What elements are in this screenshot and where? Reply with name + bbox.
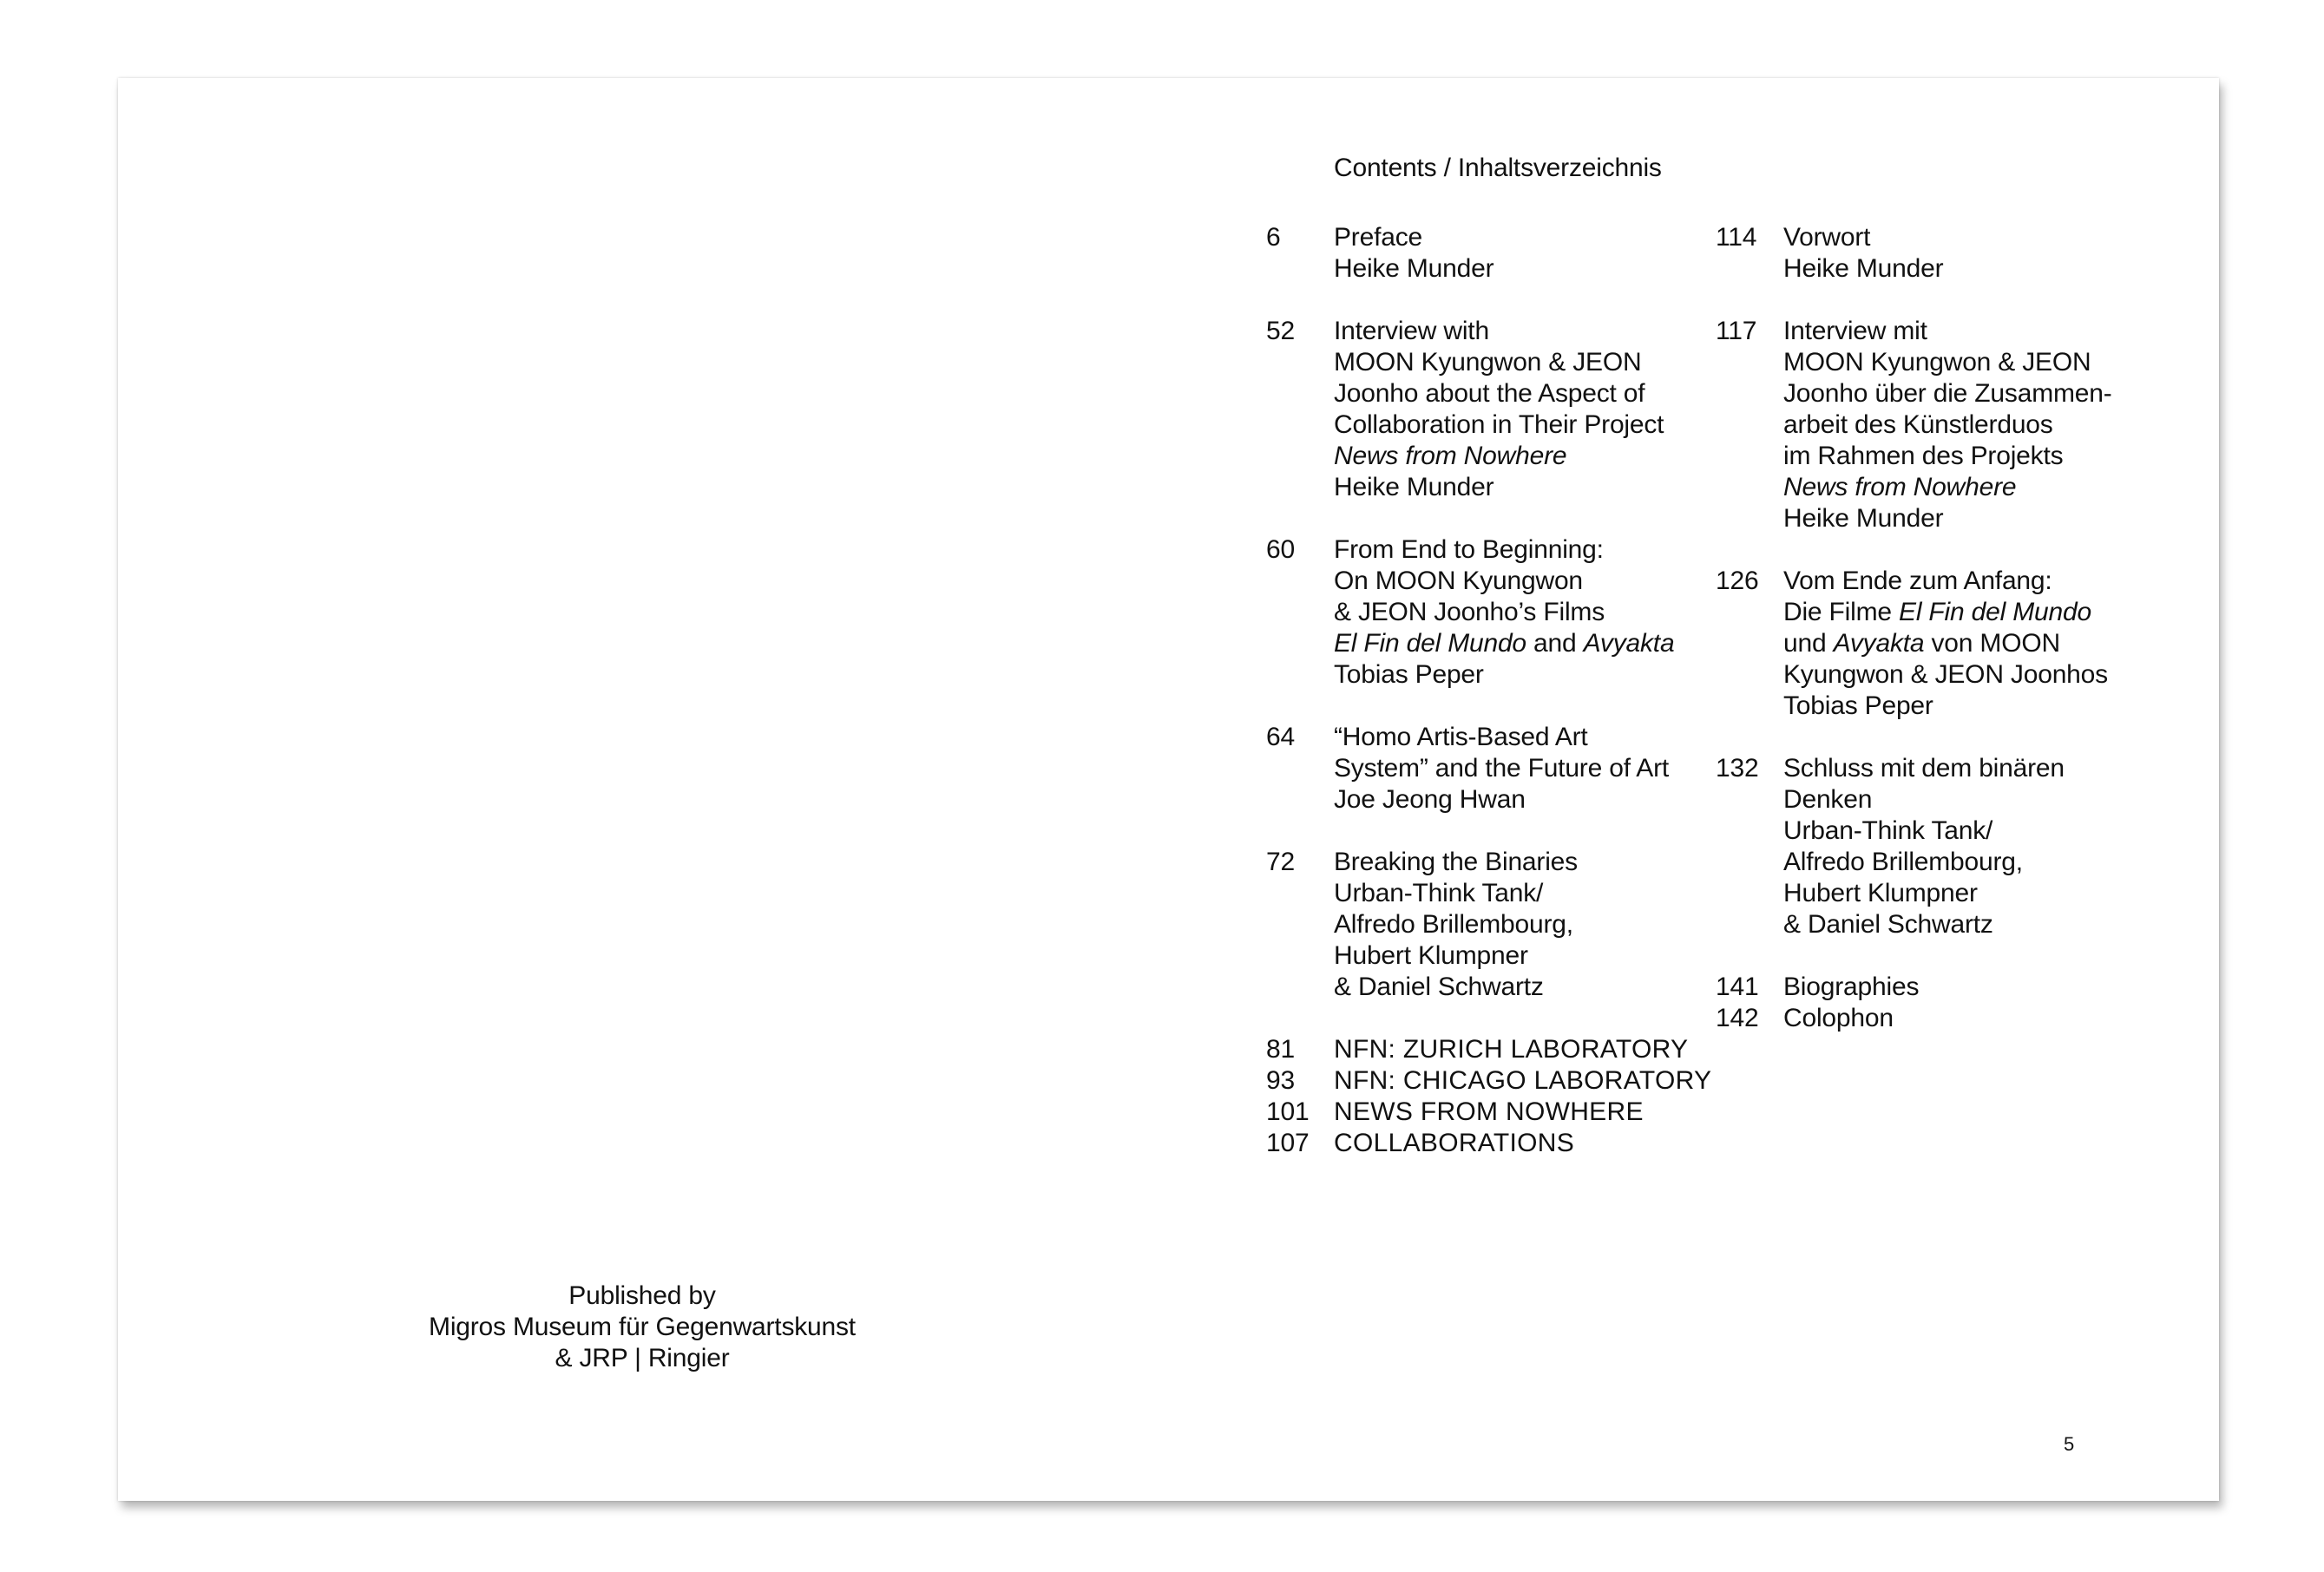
conjunction: and <box>1526 629 1584 658</box>
film-title: El Fin del Mundo <box>1899 598 2091 626</box>
entry-author: Hubert Klumpner <box>1334 941 1528 970</box>
entry-title: Breaking the Binaries <box>1334 848 1578 876</box>
contents-heading: Contents / Inhaltsverzeichnis <box>1334 154 1662 182</box>
entry-title: Joonho über die Zusammen- <box>1783 379 2112 408</box>
entry-title: From End to Beginning: <box>1334 535 1604 564</box>
contents-english-column <box>1266 222 1717 1159</box>
publisher-line: Migros Museum für Gegenwartskunst <box>429 1313 856 1341</box>
entry-title-italic: News from Nowhere <box>1783 473 2017 501</box>
page-number: 141 <box>1716 973 1759 1001</box>
entry-author: Urban-Think Tank/ <box>1334 879 1544 907</box>
page-folio: 5 <box>2064 1433 2075 1455</box>
entry-author: Heike Munder <box>1334 473 1494 501</box>
page-number: 101 <box>1266 1097 1310 1126</box>
entry-title: MOON Kyungwon & JEON <box>1783 348 2091 377</box>
toc-entry <box>1266 1128 1717 1159</box>
toc-entry <box>1716 566 2150 722</box>
entry-author: & Daniel Schwartz <box>1783 910 1993 939</box>
entry-author: Alfredo Brillembourg, <box>1334 910 1573 939</box>
toc-entry <box>1266 534 1717 691</box>
entry-author: Joe Jeong Hwan <box>1334 785 1526 814</box>
toc-entry <box>1266 1065 1717 1097</box>
entry-title-mixed <box>1334 628 1717 659</box>
contents-german-column <box>1716 222 2150 1034</box>
toc-entry <box>1266 1034 1717 1065</box>
toc-entry <box>1266 222 1717 285</box>
section-title: NFN: ZURICH LABORATORY <box>1334 1035 1689 1064</box>
entry-title: im Rahmen des Projekts <box>1783 442 2064 470</box>
toc-entry <box>1266 722 1717 815</box>
title-text: von MOON <box>1924 629 2060 658</box>
entry-title-mixed <box>1783 597 2150 628</box>
entry-title-italic: News from Nowhere <box>1334 442 1567 470</box>
page-number: 60 <box>1266 535 1295 564</box>
toc-entry <box>1716 753 2150 940</box>
entry-author: Tobias Peper <box>1783 691 1933 720</box>
entry-title: Interview mit <box>1783 317 1927 345</box>
entry-author: Heike Munder <box>1783 504 1944 533</box>
entry-title: “Homo Artis-Based Art <box>1334 723 1588 751</box>
toc-entry <box>1716 1003 2150 1034</box>
entry-title: Biographies <box>1783 973 1920 1001</box>
entry-title: System” and the Future of Art <box>1334 754 1670 783</box>
toc-entry <box>1716 316 2150 534</box>
title-text: Die Filme <box>1783 598 1900 626</box>
page-number: 132 <box>1716 754 1759 783</box>
publisher-imprint <box>382 1281 903 1374</box>
toc-entry <box>1266 1097 1717 1128</box>
entry-title: Preface <box>1334 223 1422 252</box>
section-title: NEWS FROM NOWHERE <box>1334 1097 1644 1126</box>
page-number: 117 <box>1716 317 1757 345</box>
film-title: El Fin del Mundo <box>1334 629 1526 658</box>
entry-title: Joonho about the Aspect of <box>1334 379 1645 408</box>
entry-title: arbeit des Künstlerduos <box>1783 410 2053 439</box>
entry-title: Colophon <box>1783 1004 1894 1032</box>
entry-title: Vorwort <box>1783 223 1871 252</box>
toc-entry <box>1266 847 1717 1003</box>
page-number: 114 <box>1716 223 1757 252</box>
entry-title: On MOON Kyungwon <box>1334 567 1583 595</box>
entry-author: Alfredo Brillembourg, <box>1783 848 2023 876</box>
toc-entry <box>1716 222 2150 285</box>
entry-title: Denken <box>1783 785 1873 814</box>
entry-author: Urban-Think Tank/ <box>1783 816 1993 845</box>
page-number: 126 <box>1716 567 1759 595</box>
entry-title-mixed <box>1783 628 2150 659</box>
entry-title: Schluss mit dem binären <box>1783 754 2065 783</box>
page-number: 64 <box>1266 723 1295 751</box>
entry-author: Tobias Peper <box>1334 660 1484 689</box>
publisher-line: & JRP | Ringier <box>555 1344 730 1372</box>
page-number: 81 <box>1266 1035 1295 1064</box>
page-number: 72 <box>1266 848 1295 876</box>
entry-title: & JEON Joonho’s Films <box>1334 598 1605 626</box>
entry-author: & Daniel Schwartz <box>1334 973 1544 1001</box>
toc-entry <box>1266 316 1717 503</box>
page-number: 93 <box>1266 1066 1295 1095</box>
page-number: 142 <box>1716 1004 1759 1032</box>
page-number: 6 <box>1266 223 1281 252</box>
publisher-line: Published by <box>568 1281 716 1310</box>
entry-title: Vom Ende zum Anfang: <box>1783 567 2052 595</box>
section-title: NFN: CHICAGO LABORATORY <box>1334 1066 1712 1095</box>
entry-author: Heike Munder <box>1334 254 1494 283</box>
film-title: Avyakta <box>1583 629 1675 658</box>
entry-title: Collaboration in Their Project <box>1334 410 1664 439</box>
entry-title: Interview with <box>1334 317 1489 345</box>
page-number: 52 <box>1266 317 1295 345</box>
toc-entry <box>1716 972 2150 1003</box>
section-title: COLLABORATIONS <box>1334 1129 1575 1157</box>
title-text: und <box>1783 629 1834 658</box>
page-number: 107 <box>1266 1129 1310 1157</box>
entry-title: MOON Kyungwon & JEON <box>1334 348 1642 377</box>
entry-author: Hubert Klumpner <box>1783 879 1978 907</box>
entry-author: Heike Munder <box>1783 254 1944 283</box>
film-title: Avyakta <box>1833 629 1925 658</box>
entry-title: Kyungwon & JEON Joonhos <box>1783 660 2108 689</box>
